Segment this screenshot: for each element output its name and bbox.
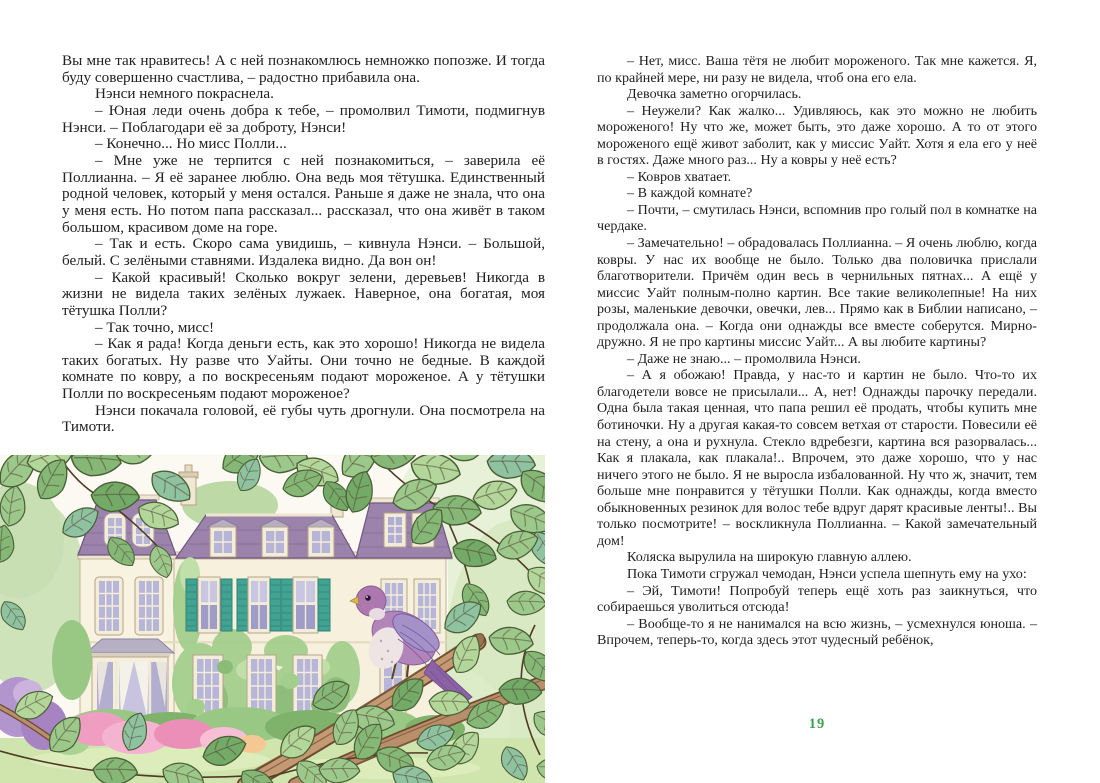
paragraph: – Почти, – смутилась Нэнси, вспомнив про голый пол в комнатке на чердаке. [597, 201, 1037, 235]
paragraph: – Конечно... Но мисс Полли... [95, 135, 287, 153]
paragraph: Девочка заметно огорчилась. [627, 86, 802, 103]
paragraph: – Нет, мисс. Ваша тётя не любит мороженого. Так мне кажется. Я, по крайней мере, ни разу не видела, чтоб она его ела. [597, 53, 1037, 86]
paragraph: – А я обожаю! Правда, у нас-то и картин не было. Что-то их благодетели вовсе не присылали... А, нет! Однажды парочку передали. Одна была такая ценная, что папа решил её продать, чтобы купить мне ботиночки. Ну а другая какая-то совсем ветхая от старости. Повесили её на стену, а она и рухнула. Стекло вдребезги, картина вся разорвалась... Как я плакала, как плакала!.. Впрочем, это даже хорошо, что у нас ничего этого не было. Я не выросла избалованной. Ну что ж, значит, тем больше мне понравится у тётушки Полли. Как однажды, когда вместо обыкновенных резинок для волос тебе вдруг дарят красивые ленты!.. Вы только посмотрите! – воскликнула Поллианна. – Какой замечательный дом! [597, 367, 1037, 549]
house-illustration [0, 455, 545, 783]
paragraph: – Даже не знаю... – промолвила Нэнси. [627, 350, 861, 367]
central-dormers [207, 519, 337, 557]
right-page-text-column [597, 53, 1037, 649]
paragraph: – В каждой комнате? [627, 185, 753, 202]
paragraph: Коляска вырулила на широкую главную аллею. [627, 549, 912, 566]
left-page-text-column [62, 53, 545, 436]
paragraph: – Неужели? Как жалко... Удивляюсь, как это можно не любить мороженого! Ну что же, может быть, это даже хорошо. А то от этого мороженого ещё живот заболит, как у миссис Уайт. Хотя я ела его у неё в гостях. Даже много раз... Ну а ковры у неё есть? [597, 102, 1037, 169]
paragraph: Вы мне так нравитесь! А с ней познакомлюсь немножко попозже. И тогда буду совершенно счастлива, – радостно прибавила она. [62, 52, 545, 86]
paragraph: – Так и есть. Скоро сама увидишь, – кивнула Нэнси. – Большой, белый. С зелёными ставнями. Издалека видно. Да вон он! [62, 235, 545, 269]
paragraph: Пока Тимоти сгружал чемодан, Нэнси успела шепнуть ему на ухо: [627, 565, 1027, 582]
paragraph: – Юная леди очень добра к тебе, – промолвил Тимоти, подмигнув Нэнси. – Поблагодари её за доброту, Нэнси! [62, 101, 545, 136]
paragraph: – Мне уже не терпится с ней познакомиться, – заверила её Поллианна. – Я её заранее люблю. Она ведь моя тётушка. Единственный родной человек, который у меня остался. Раньше я даже не знала, что она у меня есть. Но потом папа рассказал... рассказал, что она живёт в таком большом, красивом доме на горе. [62, 151, 545, 236]
paragraph: – Какой красивый! Сколько вокруг зелени, деревьев! Никогда в жизни не видела таких зелёных лужаек. Наверное, она богатая, моя тётушка Полли? [62, 268, 545, 319]
paragraph: – Так точно, мисс! [95, 318, 215, 336]
paragraph: Нэнси покачала головой, её губы чуть дрогнули. Она посмотрела на Тимоти. [62, 401, 545, 436]
paragraph: – Ковров хватает. [627, 168, 732, 185]
paragraph: – Как я рада! Когда деньги есть, как это хорошо! Никогда не видела таких богатых. Ну разве что Уайты. Они точно не бедные. В каждой комнате по ковру, а по воскресеньям подают мороженое. А у тётушки Полли по воскресеньям подают мороженое? [62, 335, 545, 403]
paragraph: – Вообще-то я не нанимался на всю жизнь, – усмехнулся юноша. – Впрочем, теперь-то, когда здесь этот чудесный ребёнок, [597, 615, 1037, 649]
paragraph: – Эй, Тимоти! Попробуй теперь ещё хоть раз заикнуться, что собираешься уволиться отсюда! [597, 582, 1037, 616]
paragraph: – Замечательно! – обрадовалась Поллианна. – Я очень люблю, когда ковры. У нас их вообще не было. Только два половичка прислали благотворители. Причём один весь в чернильных пятнах... А ещё у миссис Уайт полным-полно картин. Все такие великолепные! На них розы, маленькие девочки, овечки, лев... Прямо как в Библии написано, – продолжала она. – Когда они однажды все вместе соберутся. Мирно-дружно. Я не про картины миссис Уайт... А вы любите картины? [597, 235, 1037, 351]
paragraph: Нэнси немного покраснела. [95, 85, 274, 103]
page-number: 19 [808, 716, 826, 732]
